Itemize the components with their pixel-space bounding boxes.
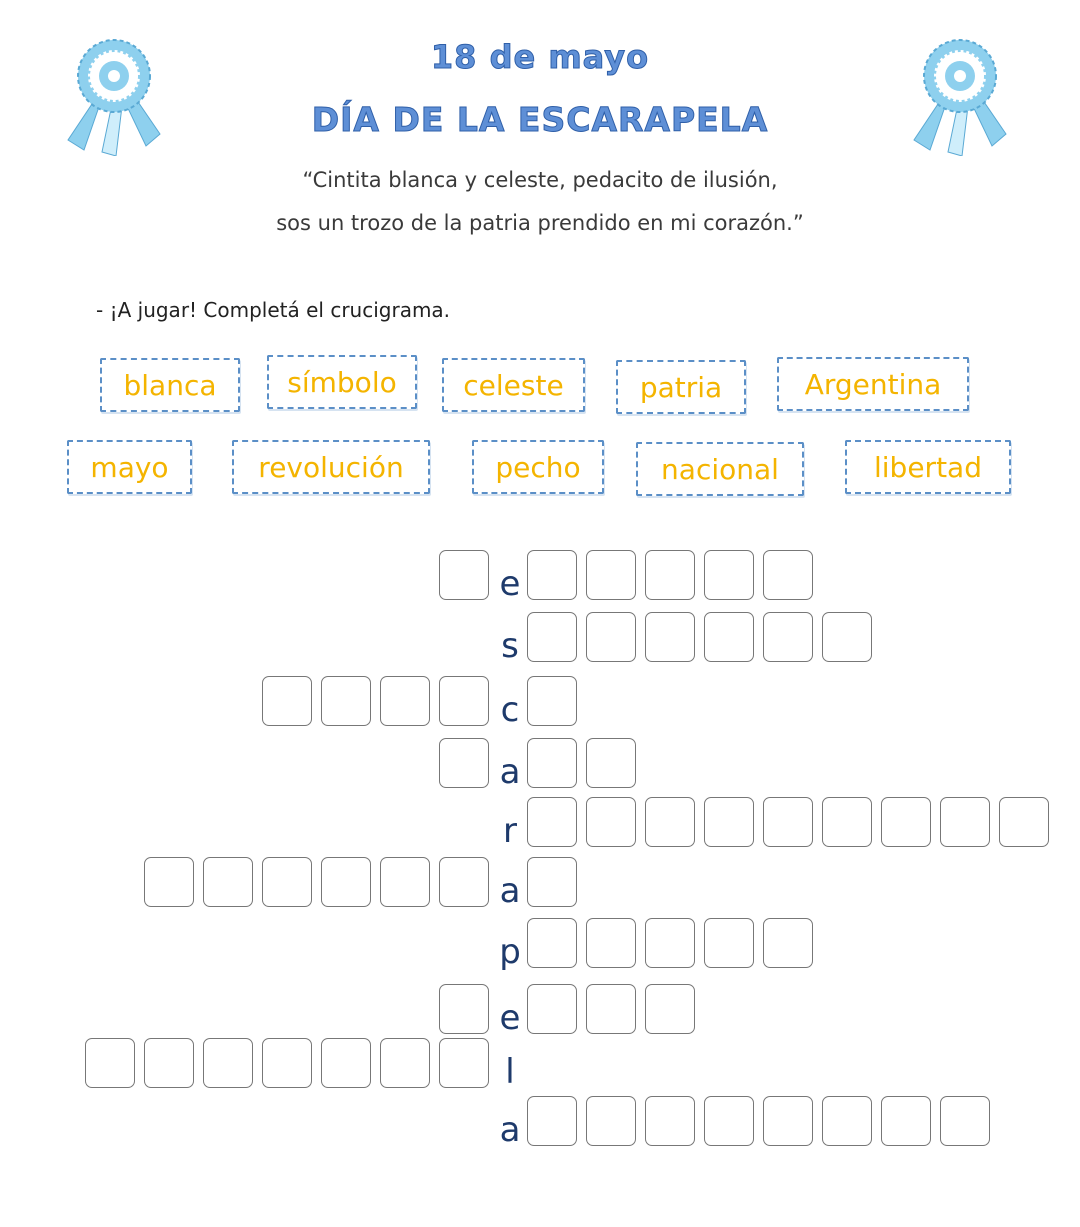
crossword-cell[interactable] (527, 676, 577, 726)
crossword-cell[interactable] (527, 797, 577, 847)
crossword-cell[interactable] (586, 1096, 636, 1146)
word-card[interactable]: blanca (100, 358, 240, 412)
crossword-cell[interactable] (822, 797, 872, 847)
crossword-cell[interactable] (439, 738, 489, 788)
crossword-cell[interactable] (144, 857, 194, 907)
quote-line-1: “Cintita blanca y celeste, pedacito de ilusión, (302, 168, 778, 192)
crossword-cell[interactable] (586, 612, 636, 662)
crossword-cell[interactable] (645, 1096, 695, 1146)
crossword-cell[interactable] (586, 550, 636, 600)
crossword-cell[interactable] (321, 676, 371, 726)
crossword-cell[interactable] (262, 857, 312, 907)
crossword-cell[interactable] (527, 612, 577, 662)
crossword-cell[interactable] (999, 797, 1049, 847)
crossword-cell[interactable] (645, 550, 695, 600)
crossword-letter: c (500, 690, 520, 730)
date-title: 18 de mayo (430, 38, 650, 76)
crossword-cell[interactable] (586, 738, 636, 788)
page-title: DÍA DE LA ESCARAPELA (311, 100, 769, 139)
crossword-cell[interactable] (203, 857, 253, 907)
crossword-cell[interactable] (439, 550, 489, 600)
crossword-cell[interactable] (380, 1038, 430, 1088)
crossword-cell[interactable] (704, 550, 754, 600)
crossword-cell[interactable] (262, 676, 312, 726)
crossword-cell[interactable] (704, 612, 754, 662)
word-card[interactable]: revolución (232, 440, 430, 494)
crossword-cell[interactable] (763, 918, 813, 968)
crossword-cell[interactable] (940, 797, 990, 847)
crossword-letter: r (503, 811, 517, 851)
crossword-cell[interactable] (704, 918, 754, 968)
crossword-cell[interactable] (203, 1038, 253, 1088)
crossword-letter: p (499, 932, 521, 972)
crossword-letter: e (499, 564, 521, 604)
crossword-cell[interactable] (527, 984, 577, 1034)
word-card[interactable]: libertad (845, 440, 1011, 494)
crossword-cell[interactable] (439, 984, 489, 1034)
crossword-letter: e (499, 998, 521, 1038)
crossword-cell[interactable] (527, 550, 577, 600)
crossword-cell[interactable] (144, 1038, 194, 1088)
crossword-cell[interactable] (439, 857, 489, 907)
crossword-cell[interactable] (586, 797, 636, 847)
crossword-letter: a (499, 1110, 521, 1150)
word-card[interactable]: patria (616, 360, 746, 414)
word-card[interactable]: pecho (472, 440, 604, 494)
crossword-cell[interactable] (881, 1096, 931, 1146)
word-card[interactable]: Argentina (777, 357, 969, 411)
crossword-cell[interactable] (704, 1096, 754, 1146)
crossword-cell[interactable] (881, 797, 931, 847)
crossword-cell[interactable] (586, 918, 636, 968)
crossword-cell[interactable] (704, 797, 754, 847)
crossword-cell[interactable] (527, 738, 577, 788)
crossword-cell[interactable] (380, 676, 430, 726)
crossword-cell[interactable] (527, 918, 577, 968)
crossword-cell[interactable] (439, 676, 489, 726)
crossword-cell[interactable] (940, 1096, 990, 1146)
crossword-cell[interactable] (527, 857, 577, 907)
crossword-letter: a (499, 871, 521, 911)
crossword-cell[interactable] (822, 1096, 872, 1146)
crossword-cell[interactable] (763, 612, 813, 662)
crossword-cell[interactable] (763, 1096, 813, 1146)
crossword-letter: l (505, 1052, 515, 1092)
crossword-cell[interactable] (439, 1038, 489, 1088)
crossword-cell[interactable] (645, 918, 695, 968)
crossword-cell[interactable] (380, 857, 430, 907)
crossword-cell[interactable] (645, 612, 695, 662)
crossword-cell[interactable] (85, 1038, 135, 1088)
crossword-cell[interactable] (321, 1038, 371, 1088)
word-card[interactable]: mayo (67, 440, 192, 494)
word-card[interactable]: nacional (636, 442, 804, 496)
crossword-letter: a (499, 752, 521, 792)
crossword-cell[interactable] (645, 797, 695, 847)
crossword-cell[interactable] (262, 1038, 312, 1088)
word-card[interactable]: celeste (442, 358, 585, 412)
crossword-cell[interactable] (645, 984, 695, 1034)
crossword-cell[interactable] (822, 612, 872, 662)
crossword-cell[interactable] (586, 984, 636, 1034)
quote-line-2: sos un trozo de la patria prendido en mi corazón.” (276, 211, 804, 235)
crossword-cell[interactable] (763, 797, 813, 847)
crossword-cell[interactable] (527, 1096, 577, 1146)
crossword-letter: s (501, 626, 519, 666)
crossword-cell[interactable] (321, 857, 371, 907)
word-card[interactable]: símbolo (267, 355, 417, 409)
instruction: - ¡A jugar! Completá el crucigrama. (96, 298, 451, 322)
crossword-cell[interactable] (763, 550, 813, 600)
